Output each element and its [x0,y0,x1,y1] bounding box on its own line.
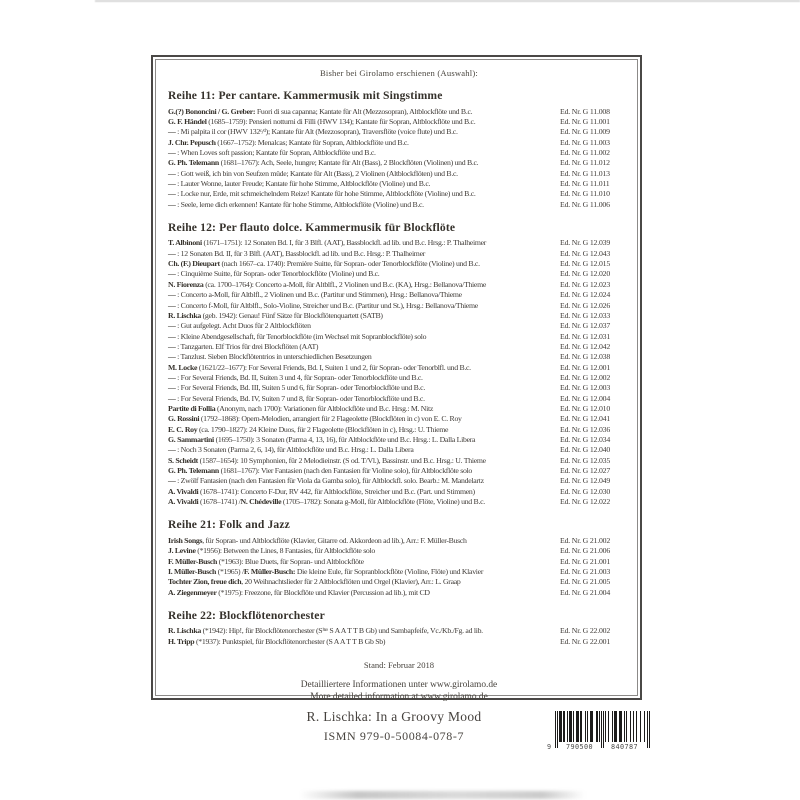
entry-composer: — [168,269,176,279]
entry-edition-number: Ed. Nr. G 12.033 [560,310,611,320]
entry-edition-number: Ed. Nr. G 11.008 [560,106,610,116]
entry-work-details: : For Several Friends, Bd. II, Suiten 3 und 4, für Sopran- oder Tenorblockflöte und B.c. [175,372,423,382]
entry-work-details: : Kleine Abendgesellschaft, für Tenorblockflöte (im Wechsel mit Sopranblockflöte) solo [175,331,427,341]
catalog-entry-row [168,352,630,362]
catalog-entry-row [168,557,630,567]
catalog-entry-row [168,536,630,546]
entry-work-details: Fuori di sua capanna; Kantate für Alt (Mezzosopran), Altblockflöte und B.c. [255,106,473,116]
entry-edition-number: Ed. Nr. G 11.013 [560,168,610,178]
entry-composer: — [168,372,176,382]
entry-work-details: : Noch 3 Sonaten (Parma 2, 6, 14), für Altblockflöte und B.c. Hrsg.: L. Dalla Libera [175,445,414,455]
entry-composer: N. Fiorenza [168,279,204,289]
entry-work-details: : Concerto a-Moll, für Altblfl., 2 Violinen und B.c. (Partitur und Stimmen), Hrsg.: Bellanova/Thieme [175,290,462,300]
catalog-entry-row [168,138,630,148]
scan-shadow-artifact [300,791,585,799]
entry-work-details: (1681–1767): Vier Fantasien (nach den Fantasien für Violine solo), für Altblockflöte solo [218,466,473,475]
catalog-entry-row [168,280,630,290]
catalog-entry-row [168,637,630,647]
catalog-entry-row [168,107,630,117]
entry-edition-number: Ed. Nr. G 12.015 [560,259,611,269]
catalog-entry-row [168,332,630,342]
entry-description [168,476,560,486]
entry-composer: Ch. (F.) Dieupart [168,259,220,269]
entry-work-details: (1685–1759): Pensieri notturni di Filli (HWV 134); Kantate für Sopran, Altblockflöte und B.c. [206,116,476,126]
catalog-entry-row [168,321,630,331]
entry-description [168,342,560,352]
entry-description [168,588,560,598]
entry-composer: G. F. Händel [168,116,207,126]
entry-description [168,487,560,497]
entry-description [168,169,560,179]
entry-composer: J. Levine [168,546,196,556]
entry-edition-number: Ed. Nr. G 12.043 [560,248,611,258]
barcode-module [649,711,650,748]
entry-work-details: (*1942): Hip!, für Blockflötenorchester (Sⁱⁿᵒ S A A T T B Gb) und Sambapfeife, Vc./Kb./Fg. ad lib. [200,626,483,636]
catalog-entry-row [168,466,630,476]
entry-composer: G. Sammartini [168,434,214,444]
entry-work-details: (*1963): Blue Duets, für Sopran- und Altblockflöte [217,556,364,566]
entry-work-details: (1667–1752): Menalcas; Kantate für Sopran, Altblockflöte und B.c. [215,137,409,147]
catalog-entry-row [168,269,630,279]
entry-edition-number: Ed. Nr. G 22.002 [560,626,611,636]
entry-work-details: : When Loves soft passion; Kantate für Sopran, Altblockflöte und B.c. [175,147,376,157]
entry-work-details: (geb. 1942): Genau! Fünf Sätze für Blockflötenquartett (SATB) [200,310,383,320]
entry-edition-number: Ed. Nr. G 12.026 [560,300,611,310]
entry-work-details: : Concerto f-Moll, für Altblfl., Solo-Violine, Streicher und B.c. (Partitur und St.), Hrsg.: Bellanova/Thieme [175,300,478,310]
entry-composer: A. Ziegenmeyer [168,587,217,597]
ismn-number: ISMN 979-0-50084-078-7 [323,729,465,743]
catalog-entry-row [168,249,630,259]
entry-edition-number: Ed. Nr. G 21.002 [560,535,611,545]
entry-description [168,577,560,587]
catalog-entry-row [168,169,630,179]
entry-work-details: (ca. 1790–1827): 24 Kleine Duos, für 2 Flageolette (Blockflöten in c), Hrsg.: U. Thieme [197,424,449,434]
entry-work-details: : Cinquième Suitte, für Sopran- oder Tenorblockflöte (Violine) und B.c. [175,269,380,279]
ean-barcode [547,711,650,751]
catalog-entry-row [168,546,630,556]
entry-composer: — [168,168,176,178]
catalog-entry-row [168,117,630,127]
entry-composer: I. Müller-Busch [168,566,217,576]
catalog-entry-row [168,200,630,210]
entry-work-details: (nach 1667–ca. 1740): Première Suitte, für Sopran- oder Tenorblockflöte (Violine) und B.c. [219,259,480,269]
catalog-entry-row [168,577,630,587]
catalog-entry-row [168,148,630,158]
entry-edition-number: Ed. Nr. G 12.042 [560,341,611,351]
catalog-entry-row [168,404,630,414]
catalog-entry-row [168,394,630,404]
catalog-frame-inner-rule [155,59,638,703]
entry-work-details: (1671–1751): 12 Sonaten Bd. I, für 3 Blfl. (AAT), Bassblockfl. ad lib. und B.c. Hrsg.: P. Thalheimer [201,238,487,248]
entry-composer: — [168,290,176,300]
entry-work-details: (1792–1868): Opern-Melodien, arrangiert für 2 Flageolette (Blockflöten in c) von E. C. Roy [199,414,462,424]
entry-description [168,158,560,168]
entry-composer: — [168,393,176,403]
catalog-entry-row [168,567,630,577]
entry-composer: Irish Songs [168,535,203,545]
entry-composer: G.(?) Bononcini / G. Greber: [168,106,256,116]
entry-edition-number: Ed. Nr. G 12.035 [560,455,611,465]
entry-composer-second: N. Chédeville [240,497,282,507]
entry-edition-number: Ed. Nr. G 21.004 [560,587,611,597]
entry-description [168,435,560,445]
website-info [168,679,630,703]
website-info-english: More detailed information at www.girolamo.de [310,692,488,703]
catalog-entry-row [168,588,630,598]
entry-description [168,189,560,199]
entry-composer: — [168,321,176,331]
entry-work-details: : For Several Friends, Bd. III, Suiten 5 und 6, für Sopran- oder Tenorblockflöte und B.c. [175,383,425,393]
entry-work-details: (1587–1654): 10 Symphonien, für 2 Melodieinstr. (S od. T/Vl.), Bassinstr. und B.c. Hrsg.: U. Thieme [197,455,486,465]
section-heading: Reihe 12: Per flauto dolce. Kammermusik für Blockflöte [168,220,456,234]
entry-work-details: : Lauter Wonne, lauter Freude; Kantate für hohe Stimme, Altblockflöte (Violine) und B.c. [175,178,431,188]
entry-description [168,107,560,117]
entry-composer: H. Tripp [168,636,195,646]
entry-description [168,280,560,290]
catalog-entry-row [168,414,630,424]
entry-edition-number: Ed. Nr. G 11.010 [560,189,610,199]
entry-description [168,414,560,424]
entry-edition-number: Ed. Nr. G 12.031 [560,331,611,341]
catalog-entry-row [168,189,630,199]
catalog-entry-row [168,158,630,168]
entry-description [168,127,560,137]
section-heading: Reihe 21: Folk and Jazz [168,518,290,532]
entry-work-details: : Tanzlust. Sieben Blockflötentrios in unterschiedlichen Besetzungen [175,352,372,362]
entry-composer: G. Rossini [168,414,200,424]
entry-edition-number: Ed. Nr. G 11.003 [560,137,610,147]
entry-composer: — [168,300,176,310]
catalog-entry-row [168,435,630,445]
entry-description [168,567,560,577]
entry-work-details: (1621/22–1677): For Several Friends, Bd. I, Suiten 1 und 2, für Sopran- oder Tenorblfl. und B.c. [197,362,471,372]
entry-description [168,536,560,546]
entry-edition-number: Ed. Nr. G 21.001 [560,556,611,566]
entry-edition-number: Ed. Nr. G 12.004 [560,393,611,403]
entry-composer: R. Lischka [168,626,201,636]
entry-description [168,332,560,342]
entry-composer: G. Ph. Telemann [168,466,219,475]
entry-composer: T. Albinoni [168,238,202,248]
entry-composer-second: F. Müller-Busch: [243,566,296,576]
entry-description [168,546,560,556]
catalog-entry-row [168,445,630,455]
entry-composer: — [168,341,176,351]
barcode-digit-group: 840787 [611,743,638,751]
entry-description [168,179,560,189]
entry-edition-number: Ed. Nr. G 11.002 [560,147,610,157]
entry-work-details: : 12 Sonaten Bd. II, für 3 Blfl. (AAT), Bassblockfl. ad lib. und B.c. Hrsg.: P. Thalheimer [175,248,426,258]
entry-description [168,456,560,466]
entry-dates: (*1965) / [216,566,244,576]
entry-work-details: (Anonym, nach 1700): Variationen für Altblockflöte und B.c. Hrsg.: M. Nitz [215,403,434,413]
entry-composer: — [168,331,176,341]
catalog-entry-row [168,179,630,189]
website-info-german: Detailliertere Informationen unter www.girolamo.de [300,680,498,691]
entry-work-details: : Gott weiß, ich bin von Seufzen müde; Kantate für Alt (Bass), 2 Violinen (Altblockflöten) und B.c. [175,168,458,178]
catalog-entry-row [168,456,630,466]
entry-work-details: (1705–1782): Sonata g-Moll, für Altblockflöte (Flöte, Violine) und B.c. [281,497,485,507]
entry-edition-number: Ed. Nr. G 12.027 [560,466,611,475]
catalog-tagline: Bisher bei Girolamo erschienen (Auswahl): [319,68,479,78]
entry-work-details: : For Several Friends, Bd. IV, Suiten 7 und 8, für Sopran- oder Tenorblockflöte und B.c. [175,393,425,403]
entry-work-details: : Locke nur, Erde, mit schmeichelndem Reize! Kantate für hohe Stimme, Altblockflöte (Violine) und B.c. [175,189,476,199]
entry-work-details: : Seele, lerne dich erkennen! Kantate für hohe Stimme, Altblockflöte (Violine) und B.c. [175,199,424,209]
entry-description [168,117,560,127]
entry-work-details: (*1956): Between the Lines, 8 Fantasies, für Altblockflöte solo [195,546,375,556]
section-heading: Reihe 22: Blockflötenorchester [168,608,325,622]
catalog-entry-row [168,290,630,300]
entry-edition-number: Ed. Nr. G 12.030 [560,486,611,496]
entry-edition-number: Ed. Nr. G 12.002 [560,372,611,382]
entry-edition-number: Ed. Nr. G 11.011 [560,178,610,188]
entry-edition-number: Ed. Nr. G 11.001 [560,116,610,126]
catalog-entry-row [168,259,630,269]
entry-composer: — [168,147,176,157]
entry-work-details: (ca. 1700–1764): Concerto a-Moll, für Altblfl., 2 Violinen und B.c. (KA), Hrsg.: Bellanova/Thieme [203,279,487,289]
entry-edition-number: Ed. Nr. G 12.037 [560,321,611,331]
entry-composer: — [168,383,176,393]
entry-description [168,466,560,476]
catalog-entry-row [168,311,630,321]
entry-composer: M. Locke [168,362,198,372]
catalog-entry-row [168,238,630,248]
entry-edition-number: Ed. Nr. G 12.039 [560,238,611,248]
catalog-entry-row [168,383,630,393]
entry-work-details: : Zwölf Fantasien (nach den Fantasien für Viola da Gamba solo), für Altblockfl. solo. Bearb.: M. Mandelartz [175,476,484,486]
barcode-digit-group: 9 [547,743,552,751]
entry-description [168,363,560,373]
entry-edition-number: Ed. Nr. G 12.020 [560,269,611,279]
catalog-entry-row [168,342,630,352]
entry-composer: — [168,248,176,258]
entry-edition-number: Ed. Nr. G 12.034 [560,434,611,444]
entry-composer: Tochter Zion, freue dich [168,577,242,587]
entry-description [168,321,560,331]
scan-edge-artifact [95,0,800,2]
entry-composer: A. Vivaldi [168,486,199,496]
entry-edition-number: Ed. Nr. G 12.003 [560,383,611,393]
catalog-entry-row [168,425,630,435]
entry-description [168,238,560,248]
entry-edition-number: Ed. Nr. G 12.040 [560,445,611,455]
entry-edition-number: Ed. Nr. G 12.038 [560,352,611,362]
entry-dates: (1678–1741) / [198,497,241,507]
entry-composer: R. Lischka [168,310,201,320]
entry-description [168,557,560,567]
entry-edition-number: Ed. Nr. G 12.036 [560,424,611,434]
entry-description [168,249,560,259]
entry-description [168,373,560,383]
entry-work-details: Die kleine Eule, für Sopranblockflöte (Violine, Flöte) und Klavier [295,566,484,576]
entry-composer: Partite di Follia [168,403,216,413]
entry-work-details: : Tanzgarten. Elf Trios für drei Blockflöten (AAT) [175,341,319,351]
entry-edition-number: Ed. Nr. G 22.001 [560,636,611,646]
catalog-entry-row [168,626,630,636]
entry-edition-number: Ed. Nr. G 11.006 [560,199,610,209]
entry-description [168,148,560,158]
entry-edition-number: Ed. Nr. G 12.024 [560,290,611,300]
entry-work-details: : Mi palpita il cor (HWV 132ᶜ/ᵈ); Kantate für Alt (Mezzosopran), Traversflöte (voice flute) und B.c. [175,127,458,137]
edition-date: Stand: Februar 2018 [363,660,435,671]
entry-composer: J. Chr. Pepusch [168,137,216,147]
entry-description [168,637,560,647]
catalog-entry-row [168,127,630,137]
entry-description [168,301,560,311]
entry-edition-number: Ed. Nr. G 12.049 [560,476,611,486]
entry-work-details: (1681–1767): Ach, Seele, hungre; Kantate für Alt (Bass), 2 Blockflöten (Violinen) und B.c. [218,158,479,168]
entry-work-details: (1695–1750): 3 Sonaten (Parma 4, 13, 16), für Altblockflöte und B.c. Hrsg.: L. Dalla Libera [213,434,476,444]
entry-description [168,425,560,435]
entry-description [168,383,560,393]
entry-description [168,269,560,279]
entry-composer: — [168,352,176,362]
entry-description [168,445,560,455]
entry-description [168,138,560,148]
catalog-entry-row [168,487,630,497]
entry-composer: A. Vivaldi [168,497,199,507]
section-heading: Reihe 11: Per cantare. Kammermusik mit Singstimme [168,89,443,102]
entry-composer: — [168,476,176,486]
entry-edition-number: Ed. Nr. G 11.012 [560,158,610,168]
entry-work-details: (*1937): Punktspiel, für Blockflötenorchester (S A A T T B Gb Sb) [194,636,386,646]
barcode-digit-group: 790500 [566,743,593,751]
entry-description [168,259,560,269]
entry-composer: G. Ph. Telemann [168,158,219,168]
entry-description [168,352,560,362]
entry-composer: — [168,189,176,199]
entry-edition-number: Ed. Nr. G 12.041 [560,414,611,424]
entry-edition-number: Ed. Nr. G 12.010 [560,403,611,413]
catalog-entry-row [168,301,630,311]
entry-work-details: , 20 Weihnachtslieder für 2 Altblockflöten und Orgel (Klavier), Arr.: L. Graap [241,577,461,587]
entry-composer: F. Müller-Busch [168,556,218,566]
entry-description [168,497,560,507]
entry-composer: S. Scheidt [168,455,198,465]
entry-composer: E. C. Roy [168,424,198,434]
entry-edition-number: Ed. Nr. G 12.023 [560,279,611,289]
entry-edition-number: Ed. Nr. G 11.009 [560,127,610,137]
entry-description [168,626,560,636]
entry-edition-number: Ed. Nr. G 21.003 [560,566,611,576]
catalog-entry-row [168,497,630,507]
entry-composer: — [168,199,176,209]
entry-description [168,311,560,321]
entry-description [168,404,560,414]
catalog-entry-row [168,363,630,373]
entry-work-details: : Gut aufgelegt. Acht Duos für 2 Altblockflöten [175,321,311,331]
entry-work-details: , für Sopran- und Altblockflöte (Klavier, Gitarre od. Akkordeon ad lib.), Arr.: F. Müller-Busch [202,535,467,545]
publication-title: R. Lischka: In a Groovy Mood [306,709,482,724]
entry-work-details: (1678–1741): Concerto F-Dur, RV 442, für Altblockflöte, Streicher und B.c. (Part. und Stimmen) [198,486,475,496]
entry-composer: — [168,445,176,455]
entry-description [168,200,560,210]
entry-edition-number: Ed. Nr. G 12.022 [560,497,611,507]
entry-description [168,394,560,404]
entry-description [168,290,560,300]
catalog-entry-row [168,373,630,383]
entry-composer: — [168,178,176,188]
entry-edition-number: Ed. Nr. G 21.005 [560,577,611,587]
entry-work-details: (*1975): Freezone, für Blockflöte und Klavier (Percussion ad lib.), mit CD [216,587,430,597]
catalog-entry-row [168,476,630,486]
entry-edition-number: Ed. Nr. G 21.006 [560,546,611,556]
entry-composer: — [168,127,176,137]
catalog-frame [151,55,642,703]
catalog-sections [168,89,630,647]
entry-edition-number: Ed. Nr. G 12.001 [560,362,611,372]
